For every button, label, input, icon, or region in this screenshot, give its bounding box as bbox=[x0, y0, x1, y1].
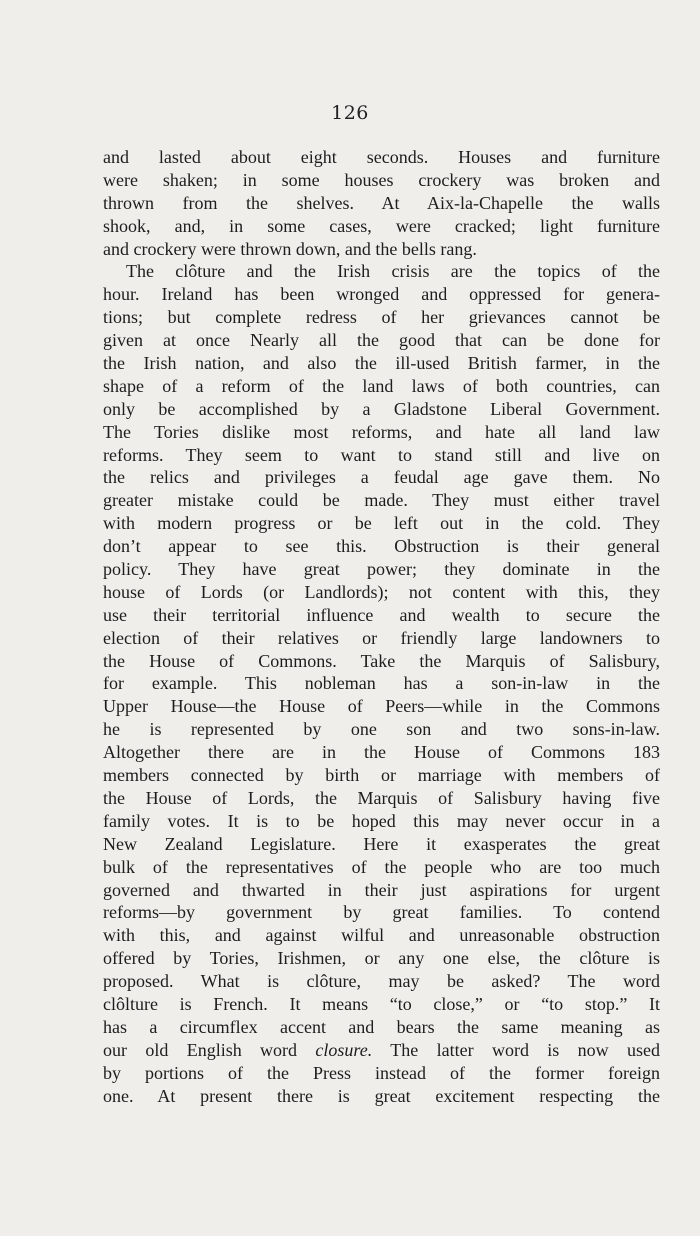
text-line: with modern progress or be left out in the cold. They bbox=[103, 513, 660, 534]
text-line: house of Lords (or Landlords); not content with this, they bbox=[103, 581, 660, 602]
body-text bbox=[103, 146, 660, 1107]
text-line: family votes. It is to be hoped this may never occur in a bbox=[103, 810, 660, 831]
text-line: by portions of the Press instead of the former foreign bbox=[103, 1062, 660, 1083]
text-line: greater mistake could be made. They must either travel bbox=[103, 490, 660, 511]
text-line: thrown from the shelves. At Aix-la-Chapelle the walls bbox=[103, 192, 660, 213]
text-line: shook, and, in some cases, were cracked; light furniture bbox=[103, 215, 660, 236]
text-line: reforms—by government by great families. To contend bbox=[103, 902, 660, 923]
text-line: and crockery were thrown down, and the bells rang. bbox=[103, 238, 477, 259]
text-line: The clôture and the Irish crisis are the topics of the bbox=[126, 261, 660, 282]
text-line: has a circumflex accent and bears the same meaning as bbox=[103, 1016, 660, 1037]
text-line: bulk of the representatives of the people who are too much bbox=[103, 856, 660, 877]
text-line: The Tories dislike most reforms, and hate all land law bbox=[103, 421, 660, 442]
text-line: our old English word closure. The latter word is now used bbox=[103, 1039, 660, 1060]
text-line: use their territorial influence and wealth to secure the bbox=[103, 604, 660, 625]
text-line: one. At present there is great excitement respecting the bbox=[103, 1085, 660, 1106]
text-line: Upper House—the House of Peers—while in the Commons bbox=[103, 696, 660, 717]
text-line: and lasted about eight seconds. Houses and furniture bbox=[103, 147, 660, 167]
text-line: he is represented by one son and two sons-in-law. bbox=[103, 719, 660, 740]
text-line: clôlture is French. It means “to close,” or “to stop.” It bbox=[103, 993, 660, 1014]
text-line: with this, and against wilful and unreasonable obstruction bbox=[103, 925, 660, 946]
text-line: shape of a reform of the land laws of both countries, can bbox=[103, 375, 660, 396]
text-line: given at once Nearly all the good that can be done for bbox=[103, 330, 660, 351]
text-line: for example. This nobleman has a son-in-law in the bbox=[103, 673, 660, 694]
italic-word: closure. bbox=[315, 1039, 373, 1060]
text-line: New Zealand Legislature. Here it exasperates the great bbox=[103, 833, 660, 854]
text-line: election of their relatives or friendly large landowners to bbox=[103, 627, 660, 648]
text-line: policy. They have great power; they dominate in the bbox=[103, 559, 660, 580]
text-line: the House of Commons. Take the Marquis of Salisbury, bbox=[103, 650, 660, 671]
text-line: governed and thwarted in their just aspirations for urgent bbox=[103, 879, 660, 900]
text-line: offered by Tories, Irishmen, or any one else, the clôture is bbox=[103, 948, 660, 969]
text-line: hour. Ireland has been wronged and oppressed for genera- bbox=[103, 284, 660, 305]
text-line: don’t appear to see this. Obstruction is their general bbox=[103, 536, 660, 557]
text-line: Altogether there are in the House of Commons 183 bbox=[103, 742, 660, 763]
text-line: proposed. What is clôture, may be asked? The word bbox=[103, 971, 660, 992]
text-line: the House of Lords, the Marquis of Salisbury having five bbox=[103, 787, 660, 808]
page-number: 126 bbox=[331, 102, 369, 124]
text-line: were shaken; in some houses crockery was broken and bbox=[103, 169, 660, 190]
text-line: tions; but complete redress of her grievances cannot be bbox=[103, 307, 660, 328]
text-line: members connected by birth or marriage with members of bbox=[103, 765, 660, 786]
text-line: only be accomplished by a Gladstone Liberal Government. bbox=[103, 398, 660, 419]
text-line: the Irish nation, and also the ill-used British farmer, in the bbox=[103, 353, 660, 374]
text-line: reforms. They seem to want to stand still and live on bbox=[103, 444, 660, 465]
text-line: the relics and privileges a feudal age gave them. No bbox=[103, 467, 660, 488]
